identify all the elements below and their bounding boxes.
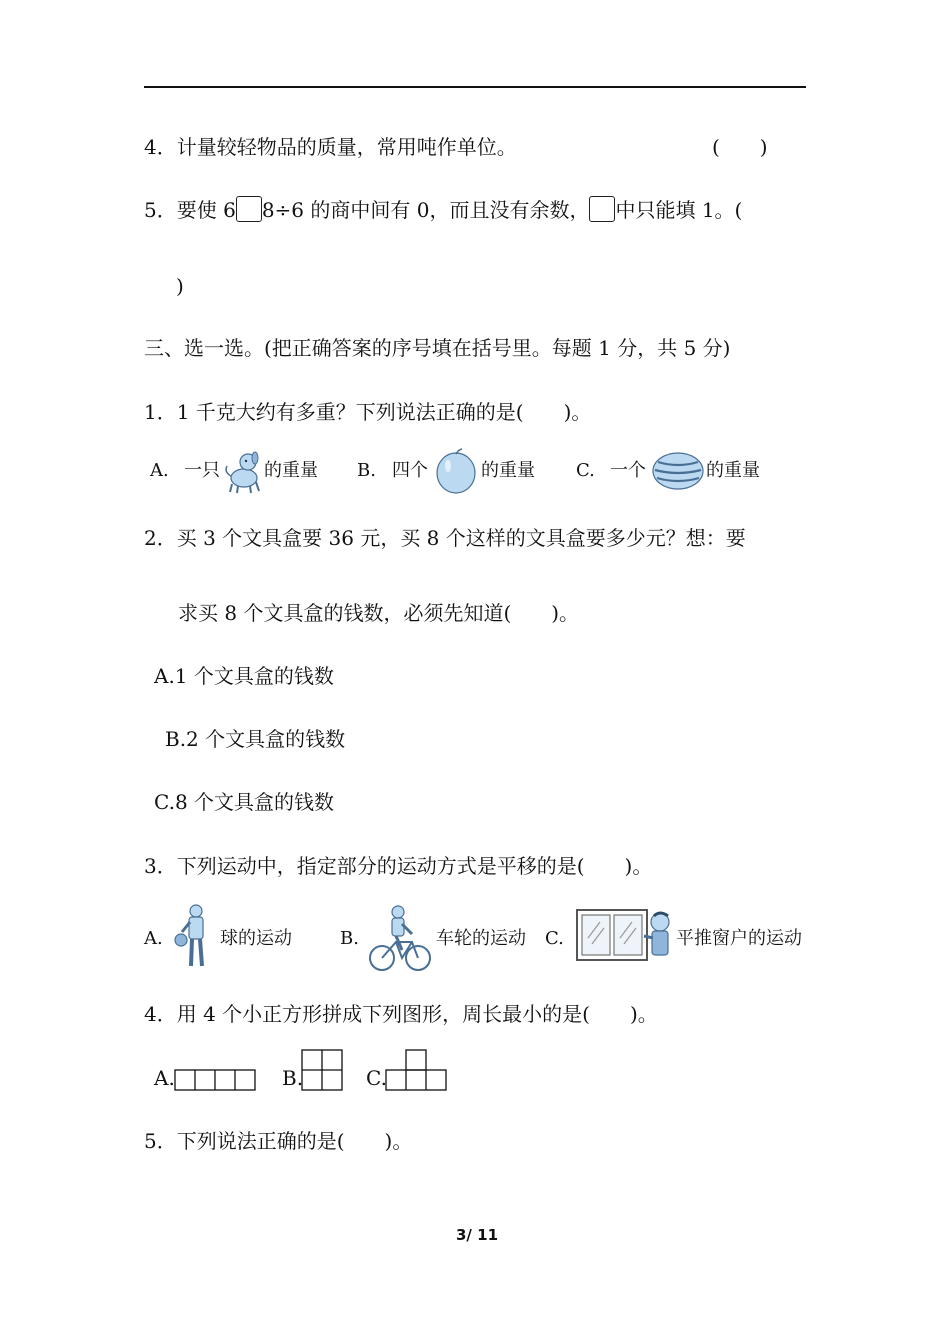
- page-number: 3/ 11: [456, 1226, 499, 1244]
- q1-option-a-pre: 一只: [184, 460, 220, 481]
- q1-option-c-pre: 一个: [610, 460, 646, 481]
- q1-option-a-label[interactable]: A.: [150, 460, 169, 481]
- q4-option-c-label[interactable]: C.: [366, 1066, 387, 1090]
- apple-icon: [436, 448, 478, 494]
- mc-question-3: 3．下列运动中，指定部分的运动方式是平移的是( )。: [144, 854, 653, 878]
- mc-question-1: 1．1 千克大约有多重？下列说法正确的是( )。: [144, 400, 592, 424]
- q3-option-b-label[interactable]: B.: [340, 928, 359, 949]
- section-3-title: 三、选一选。(把正确答案的序号填在括号里。每题 1 分，共 5 分): [144, 336, 731, 360]
- q1-option-c-label[interactable]: C.: [576, 460, 595, 481]
- mc-question-2-line1: 2．买 3 个文具盒要 36 元，买 8 个这样的文具盒要多少元？想：要: [144, 526, 746, 550]
- q1-option-b-pre: 四个: [392, 460, 428, 481]
- shape-2x2-icon: [301, 1049, 345, 1093]
- boy-pushing-window-icon: [576, 908, 676, 964]
- tf-question-5-close-paren: ): [176, 274, 184, 298]
- q1-option-c-post: 的重量: [706, 460, 760, 481]
- tf-question-4: 4．计量较轻物品的质量，常用吨作单位。: [144, 135, 517, 159]
- tf-question-4-answer-paren[interactable]: ( ): [712, 135, 768, 159]
- q1-option-b-label[interactable]: B.: [357, 460, 376, 481]
- shape-t-tetromino-icon: [385, 1049, 449, 1093]
- watermelon-icon: [652, 452, 704, 490]
- blank-box[interactable]: [589, 196, 615, 222]
- q2-option-c[interactable]: C.8 个文具盒的钱数: [154, 790, 335, 814]
- q3-option-c-label[interactable]: C.: [545, 928, 564, 949]
- tf-question-5: 5．要使 6 8÷6 的商中间有 0，而且没有余数， 中只能填 1。(: [144, 198, 743, 222]
- boy-bouncing-ball-icon: [172, 902, 212, 972]
- mc-question-5: 5．下列说法正确的是( )。: [144, 1129, 413, 1153]
- q1-option-a-post: 的重量: [264, 460, 318, 481]
- boy-on-bicycle-icon: [368, 904, 432, 972]
- q3-option-a-label[interactable]: A.: [144, 928, 163, 949]
- q3-option-c-text: 平推窗户的运动: [676, 928, 802, 949]
- header-rule: [144, 86, 806, 88]
- q2-option-a[interactable]: A.1 个文具盒的钱数: [154, 664, 334, 688]
- q1-option-b-post: 的重量: [481, 460, 535, 481]
- q4-option-a-label[interactable]: A.: [154, 1066, 175, 1090]
- puppy-icon: [224, 448, 264, 494]
- blank-box[interactable]: [236, 196, 262, 222]
- q3-option-a-text: 球的运动: [220, 928, 292, 949]
- q3-option-b-text: 车轮的运动: [436, 928, 526, 949]
- shape-1x4-icon: [174, 1069, 258, 1093]
- mc-question-4: 4．用 4 个小正方形拼成下列图形，周长最小的是( )。: [144, 1002, 658, 1026]
- mc-question-2-line2: 求买 8 个文具盒的钱数，必须先知道( )。: [178, 601, 580, 625]
- q2-option-b[interactable]: B.2 个文具盒的钱数: [165, 727, 346, 751]
- q4-option-b-label[interactable]: B.: [282, 1066, 304, 1090]
